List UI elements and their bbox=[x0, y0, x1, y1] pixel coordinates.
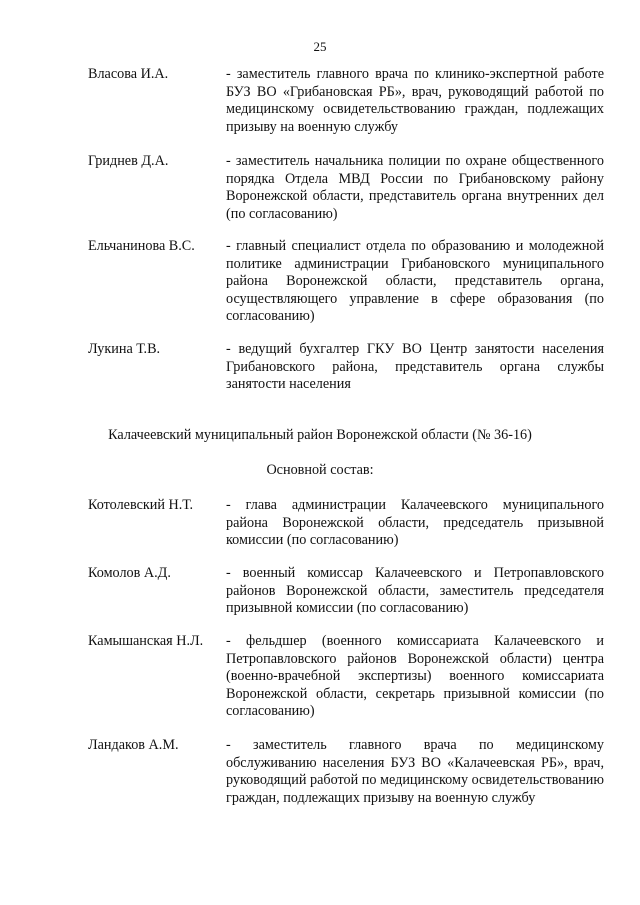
member-description: - военный комиссар Калачеевского и Петропавловского районов Воронежской области, заместитель председателя призывной комиссии (по согласованию) bbox=[226, 565, 604, 616]
member-description: - заместитель главного врача по медицинскому обслуживанию населения БУЗ ВО «Калачеевская РБ», врач, руководящий работой по медицинскому освидетельствованию граждан, подлежащих призыву на военную службу bbox=[226, 737, 604, 806]
member-name: Камышанская Н.Л. bbox=[88, 633, 204, 649]
composition-heading: Основной состав: bbox=[266, 462, 374, 478]
member-name: Лукина Т.В. bbox=[88, 341, 161, 357]
member-description: - главный специалист отдела по образованию и молодежной политике администрации Грибановского муниципального района Воронежской области, представитель органа, осуществляющего управление в сфере образования (по согласованию) bbox=[226, 238, 604, 324]
member-description: - ведущий бухгалтер ГКУ ВО Центр занятости населения Грибановского района, представитель органа службы занятости населения bbox=[226, 341, 604, 392]
page-number: 25 bbox=[313, 39, 327, 54]
member-name: Комолов А.Д. bbox=[88, 565, 171, 581]
member-name: Власова И.А. bbox=[88, 66, 169, 82]
member-name: Ельчанинова В.С. bbox=[88, 238, 195, 254]
member-name: Котолевский Н.Т. bbox=[88, 497, 194, 513]
member-description: - фельдшер (военного комиссариата Калачеевского и Петропавловского районов Воронежской области) центра (военно-врачебной экспертизы) военного комиссариата Воронежской области, секретарь призывной комиссии (по согласованию) bbox=[226, 633, 604, 719]
member-name: Гриднев Д.А. bbox=[88, 153, 169, 169]
member-name: Ландаков А.М. bbox=[88, 737, 179, 753]
district-heading: Калачеевский муниципальный район Воронежской области (№ 36-16) bbox=[108, 427, 532, 443]
member-description: - заместитель главного врача по клинико-экспертной работе БУЗ ВО «Грибановская РБ», врач, руководящий работой по медицинскому освидетельствованию граждан, подлежащих призыву на военную службу bbox=[226, 66, 604, 135]
member-description: - заместитель начальника полиции по охране общественного порядка Отдела МВД России по Грибановскому району Воронежской области, представитель органа внутренних дел (по согласованию) bbox=[226, 153, 604, 222]
member-description: - глава администрации Калачеевского муниципального района Воронежской области, председатель призывной комиссии (по согласованию) bbox=[226, 497, 604, 548]
